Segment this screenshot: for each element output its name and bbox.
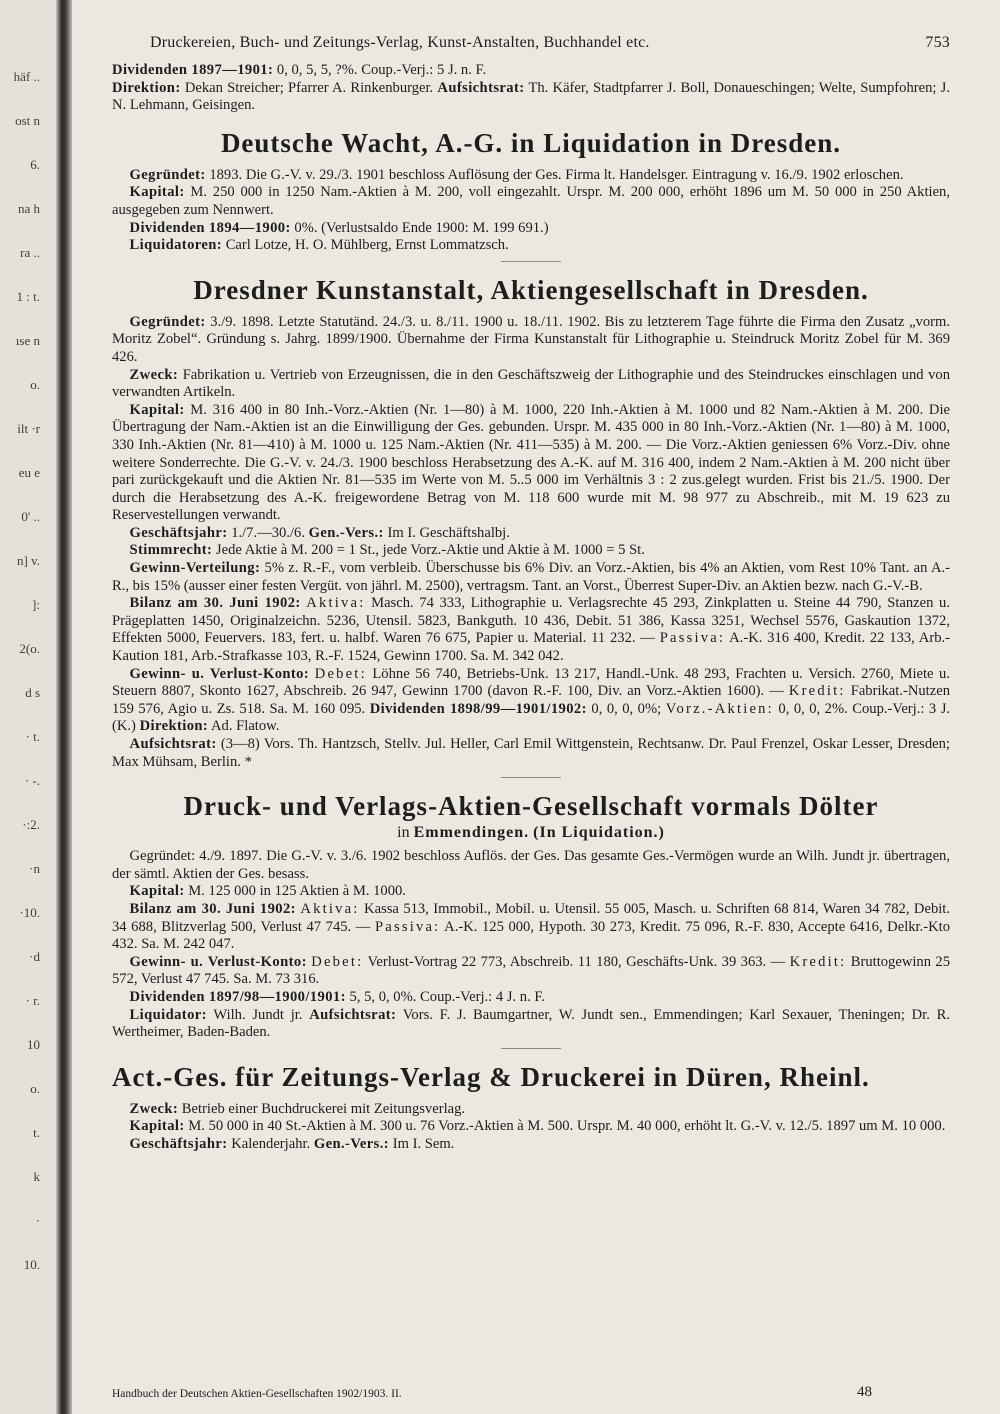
label: Kapital: <box>129 883 185 900</box>
gutter-fragment: o. <box>30 377 40 392</box>
text: 5, 5, 0, 0%. Coup.-Verj.: 4 J. n. F. <box>349 988 545 1005</box>
label: Dividenden 1898/99—1901/1902: <box>369 700 587 717</box>
gutter-fragment: t. <box>33 1125 40 1140</box>
text: 0, 0, 5, 5, ?%. Coup.-Verj.: 5 J. n. F. <box>276 62 487 78</box>
gutter-fragment: d s <box>25 685 40 700</box>
entry-heading: Dresdner Kunstanstalt, Aktiengesellschaft in Dresden. <box>193 274 869 305</box>
text: Kalenderjahr. <box>231 1135 311 1152</box>
text: Th. Käfer, Stadtpfarrer J. Boll, Donaueschingen; Welte, Sumpfohren; J. N. Lehmann, Geisingen. <box>112 79 950 114</box>
gutter-fragment: ·:2. <box>22 817 40 832</box>
gutter-fragment: 6. <box>30 157 40 172</box>
text: Jede Aktie à M. 200 = 1 St., jede Vorz.-Aktie und Aktie à M. 1000 = 5 St. <box>215 542 645 559</box>
label: Aufsichtsrat: <box>129 736 217 752</box>
label: Kredit: <box>789 953 847 970</box>
label: Kapital: <box>129 184 185 201</box>
label: Vorz.-Aktien: <box>665 700 774 717</box>
footer-source: Handbuch der Deutschen Aktien-Gesellschaften 1902/1903. II. <box>112 1388 402 1400</box>
text: Kassa 513, Immobil., Mobil. u. Utensil. 55 005, Masch. u. Schriften 68 814, Waren 34 782, Debit. 34 688, Blitzverlag 500, Verlust 47 745. — <box>112 900 951 935</box>
page-footer <box>112 1384 872 1401</box>
gutter-fragment: häf .. <box>13 69 40 84</box>
subheading-liquidation: (In Liquidation.) <box>533 824 665 842</box>
gutter-fragment: · -. <box>24 773 40 788</box>
section-divider <box>501 777 561 778</box>
label: Gewinn- u. Verlust-Konto: <box>129 665 310 682</box>
label: Gegründet: <box>129 848 196 865</box>
label: Aktiva: <box>306 595 366 612</box>
subheading-in: in <box>397 824 410 842</box>
text: Fabrikat.-Nutzen 159 576, Agio u. Zs. 518. Sa. M. 160 095. <box>112 683 950 717</box>
gutter-fragment: ilt ·r <box>17 421 40 436</box>
text: Löhne 56 740, Betriebs-Unk. 13 217, Handl.-Unk. 48 293, Frachten u. Versich. 2760, Miete u. Steuern 8807, Skonto 1627, Abschreib. 26 947, Gewinn 1700 (davon R.-F. 100, Div. an Vorz.-Aktien 1600). — <box>112 665 951 700</box>
label: Direktion: <box>139 718 209 735</box>
text: 1893. Die G.-V. v. 29./3. 1901 beschloss Auflösung der Ges. Firma lt. Handelsger. Eintragung v. 16./9. 1902 erloschen. <box>209 166 904 183</box>
label: Debet: <box>314 665 367 682</box>
gutter-fragment: · r. <box>25 993 40 1008</box>
entry-heading: Druck- und Verlags-Aktien-Gesellschaft vormals Dölter <box>183 791 879 822</box>
text: Wilh. Jundt jr. <box>213 1006 303 1023</box>
label: Dividenden 1897—1901: <box>112 62 274 78</box>
label: Gen.-Vers.: <box>313 1135 390 1152</box>
text: 3./9. 1898. Letzte Statutänd. 24./3. u. 8./11. 1900 u. 18./11. 1902. Bis zu letzterem Tage führte die Firma den Zusatz „vorm. Moritz Zobel“. Gründung s. Jahrg. 1899/1900. Übernahme der Firma Kunstanstalt für Lithographie u. Steindruck Moritz Zobel für M. 369 426. <box>112 313 950 365</box>
label: Liquidatoren: <box>129 237 223 254</box>
gutter-fragment: ost n <box>15 113 40 128</box>
asterisk: * <box>244 753 252 770</box>
label: Dividenden 1894—1900: <box>129 219 291 236</box>
label: Kapital: <box>129 1118 185 1135</box>
text: M. 125 000 in 125 Aktien à M. 1000. <box>188 883 406 900</box>
gutter-fragment: 0' .. <box>21 509 40 524</box>
section-divider <box>501 261 561 262</box>
text: 0%. (Verlustsaldo Ende 1900: M. 199 691.) <box>294 219 549 236</box>
text: Ad. Flatow. <box>211 718 280 735</box>
label: Bilanz am 30. Juni 1902: <box>129 595 301 612</box>
gutter-fragment: ·n <box>29 861 40 876</box>
subheading-city: Emmendingen. <box>413 824 530 842</box>
gutter-fragment: · t. <box>25 729 40 744</box>
page-content <box>112 34 950 1154</box>
text: Dekan Streicher; Pfarrer A. Rinkenburger. <box>184 79 434 96</box>
running-head-title: Druckereien, Buch- und Zeitungs-Verlag, Kunst-Anstalten, Buchhandel etc. <box>150 34 650 51</box>
label: Aktiva: <box>300 900 360 917</box>
label: Zweck: <box>129 366 179 383</box>
entry-dueren <box>112 1101 950 1154</box>
text: 0, 0, 0, 2%. Coup.-Verj.: 3 J. (K.) <box>112 700 951 735</box>
text: Carl Lotze, H. O. Mühlberg, Ernst Lommatzsch. <box>225 237 509 254</box>
entry-subheading <box>112 824 950 842</box>
running-head <box>112 34 950 52</box>
gutter-fragment: ]: <box>32 597 40 612</box>
label: Geschäftsjahr: <box>129 524 228 541</box>
gutter-fragment: o. <box>30 1081 40 1096</box>
text: Bruttogewinn 25 572, Verlust 47 745. Sa. M. 73 316. <box>112 953 950 988</box>
text: Im I. Sem. <box>392 1135 455 1152</box>
page-number: 753 <box>925 34 950 51</box>
gutter-fragment: n] v. <box>17 553 40 568</box>
text: A.-K. 316 400, Kredit. 22 133, Arb.-Kaution 181, Arb.-Strafkasse 103, R.-F. 1524, Gewinn 1700. Sa. M. 342 042. <box>112 630 950 665</box>
label: Aufsichtsrat: <box>309 1006 397 1023</box>
text: A.-K. 125 000, Hypoth. 30 273, Kredit. 75 096, R.-F. 830, Accepte 6416, Delkr.-Kto 432. Sa. M. 242 047. <box>112 918 951 953</box>
gutter-fragment: ıse n <box>15 333 40 348</box>
label: Stimmrecht: <box>129 542 213 559</box>
label: Direktion: <box>112 79 181 96</box>
signature-mark: 48 <box>857 1384 872 1400</box>
gutter-fragment: k <box>33 1169 40 1184</box>
entry-dresdner-kunstanstalt <box>112 314 950 771</box>
gutter-fragment: ·10. <box>19 905 40 920</box>
entry-continued <box>112 62 950 115</box>
label: Gen.-Vers.: <box>308 524 384 541</box>
entry-druck-verlags-doelter <box>112 848 950 1042</box>
text: 1./7.—30./6. <box>231 524 305 541</box>
label: Bilanz am 30. Juni 1902: <box>129 900 296 917</box>
label: Aufsichtsrat: <box>437 79 525 96</box>
text: Vors. F. J. Baumgartner, W. Jundt sen., Emmendingen; Karl Sexauer, Theningen; Dr. R. Wertheimer, Baden-Baden. <box>112 1006 950 1041</box>
text: Im I. Geschäftshalbj. <box>387 524 510 541</box>
book-binding-shadow <box>56 0 72 1414</box>
document-page <box>72 0 1000 1414</box>
gutter-fragment: · <box>35 1213 40 1228</box>
label: Gegründet: <box>129 313 206 330</box>
label: Zweck: <box>129 1100 179 1117</box>
text: M. 316 400 in 80 Inh.-Vorz.-Aktien (Nr. 1—80) à M. 1000, 220 Inh.-Aktien à M. 1000 und 82 Nam.-Aktien à M. 200. Die Übertragung der Nam.-Aktien ist an die Einwilligung der Ges. gebunden. Urspr. M. 435 000 in 80 Inh.-Vorz.-Aktien (Nr. 1—80) à M. 1000, 330 Inh.-Aktien (Nr. 81—410) à M. 1000 u. 125 Nam.-Aktien (Nr. 411—535) à M. 200. — Die Vorz.-Aktien geniessen 6% Vorz.-Div. ohne weitere Sonderrechte. Die G.-V. v. 24./3. 1900 beschloss Herabsetzung des A.-K. auf M. 316 400, indem 2 Nam.-Aktien à M. 200 nicht über pari zurückgekauft und die Aktien Nr. 81—535 im Werte von M. 5..5 000 im Verhältnis 3 : 2 zus.gelegt wurden. Frist bis 21./5. 1900. Der durch die Herabsetzung des A.-K. freigewordene Betrag von M. 118 600 wurde mit M. 98 977 zu Abschreib., mit M. 19 623 zu Reservestellungen verwandt. <box>112 401 951 524</box>
gutter-fragment: eu e <box>18 465 40 480</box>
gutter-fragment: 2(o. <box>19 641 40 656</box>
text: Masch. 74 333, Lithographie u. Verlagsrechte 45 293, Zinkplatten u. Steine 44 790, Stanzen u. Prägeplatten 1450, Originalzeichn. 5236, Utensil. 5823, Bankguth. 10 436, Debit. 51 386, Kassa 3251, Wechsel 5576, Gaskaution 1372, Effekten 5000, Feuervers. 183, fert. u. halbf. Waren 76 675, Papier u. Material. 11 232. — <box>112 595 950 647</box>
text: M. 250 000 in 1250 Nam.-Aktien à M. 200, voll eingezahlt. Urspr. M. 200 000, erhöht 1896 um M. 50 000 in 250 Aktien, ausgegeben zum Nennwert. <box>112 184 950 218</box>
text: (3—8) Vors. Th. Hantzsch, Stellv. Jul. Heller, Carl Emil Wittgenstein, Rechtsanw. Dr. Paul Frenzel, Oskar Lesser, Dresden; Max Mühsam, Berlin. <box>112 736 950 770</box>
label: Kapital: <box>129 401 185 418</box>
label: Gewinn-Verteilung: <box>129 560 261 577</box>
label: Kredit: <box>788 683 846 700</box>
label: Geschäftsjahr: <box>129 1135 228 1152</box>
entry-deutsche-wacht <box>112 167 950 255</box>
gutter-fragment: ra .. <box>20 245 40 260</box>
label: Passiva: <box>659 630 726 647</box>
text: 5% z. R.-F., vom verbleib. Überschusse bis 6% Div. an Vorz.-Aktien, bis 4% an Aktien, vom Rest 10% Tant. an A.-R., bis 15% (ausser einer festen Vergüt. von jährl. M. 2500), vertragsm. Tant. an Vorst., Überrest Super-Div. an Aktien bezw. nach G.-V.-B. <box>112 560 950 594</box>
text: 4./9. 1897. Die G.-V. v. 3./6. 1902 beschloss Auflös. der Ges. Das gesamte Ges.-Vermögen wurde an Wilh. Jundt jr. übertragen, der sämtl. Aktien der Ges. besass. <box>112 848 951 882</box>
gutter-fragment: 1 : t. <box>16 289 40 304</box>
text: Betrieb einer Buchdruckerei mit Zeitungsverlag. <box>181 1100 466 1117</box>
label: Liquidator: <box>129 1006 207 1023</box>
section-divider <box>501 1048 561 1049</box>
label: Gewinn- u. Verlust-Konto: <box>129 953 307 970</box>
label: Passiva: <box>374 918 441 935</box>
gutter-fragment: ·d <box>29 949 40 964</box>
label: Debet: <box>311 953 364 970</box>
label: Dividenden 1897/98—1900/1901: <box>129 988 346 1005</box>
entry-heading: Deutsche Wacht, A.-G. in Liquidation in Dresden. <box>220 127 842 158</box>
text: M. 50 000 in 40 St.-Aktien à M. 300 u. 76 Vorz.-Aktien à M. 500. Urspr. M. 40 000, erhöht lt. G.-V. v. 12./5. 1897 um M. 10 000. <box>188 1118 946 1135</box>
entry-heading: Act.-Ges. für Zeitungs-Verlag & Druckerei in Düren, Rheinl. <box>112 1061 870 1092</box>
gutter-fragment: 10. <box>23 1257 40 1272</box>
text: Verlust-Vortrag 22 773, Abschreib. 11 180, Geschäfts-Unk. 39 363. — <box>367 953 786 970</box>
label: Gegründet: <box>129 166 206 183</box>
text: 0, 0, 0, 0%; <box>591 700 662 717</box>
gutter-fragment: 10 <box>27 1037 40 1052</box>
text: Fabrikation u. Vertrieb von Erzeugnissen, die in den Geschäftszweig der Lithographie und des Steindruckes einschlagen und von verwandten Artikeln. <box>112 366 950 401</box>
gutter-fragment: na h <box>17 201 40 216</box>
